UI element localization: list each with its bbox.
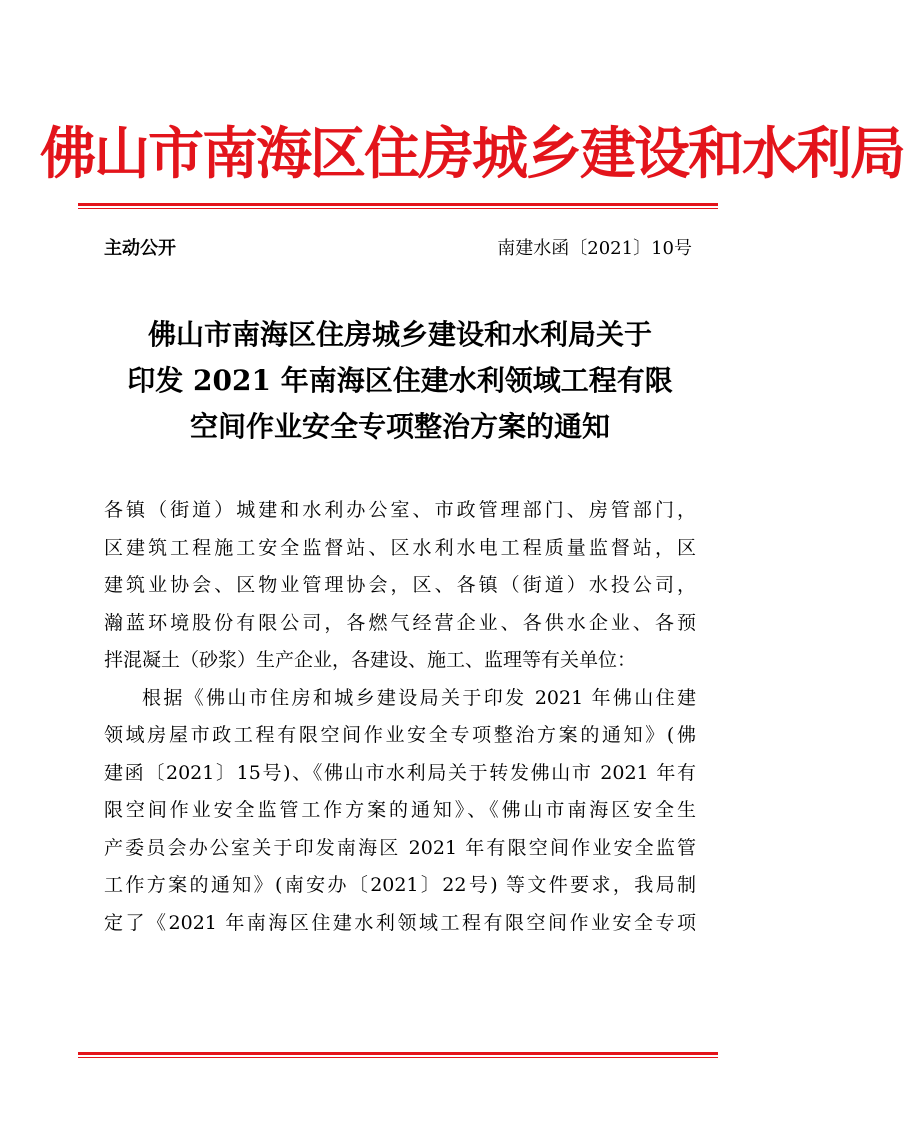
document-title bbox=[60, 312, 740, 450]
body-line: 定了《2021 年南海区住建水利领域工程有限空间作业安全专项 bbox=[104, 911, 696, 934]
title-line: 空间作业安全专项整治方案的通知 bbox=[189, 410, 610, 443]
body-line: 各镇（街道）城建和水利办公室、市政管理部门、房管部门， bbox=[104, 499, 696, 521]
document-number: 南建水函〔2021〕10号 bbox=[497, 238, 692, 259]
body-line: 领域房屋市政工程有限空间作业安全专项整治方案的通知》(佛 bbox=[104, 724, 696, 746]
title-line: 印发 2021 年南海区住建水利领域工程有限 bbox=[127, 364, 673, 397]
masthead-org-name: 佛山市南海区住房城乡建设和水利局 bbox=[40, 122, 904, 187]
footer-divider bbox=[78, 1052, 718, 1058]
title-line: 佛山市南海区住房城乡建设和水利局关于 bbox=[147, 318, 652, 351]
body-line: 限空间作业安全监管工作方案的通知》、《佛山市南海区安全生 bbox=[104, 799, 696, 821]
body-line: 建筑业协会、区物业管理协会，区、各镇（街道）水投公司， bbox=[104, 574, 696, 596]
document-body bbox=[104, 492, 696, 942]
body-line: 拌混凝土（砂浆）生产企业，各建设、施工、监理等有关单位： bbox=[104, 649, 637, 671]
body-line: 工作方案的通知》(南安办〔2021〕22号) 等文件要求，我局制 bbox=[104, 874, 696, 896]
body-line: 根据《佛山市住房和城乡建设局关于印发 2021 年佛山住建 bbox=[142, 686, 696, 709]
disclosure-label: 主动公开 bbox=[104, 238, 176, 259]
document-meta bbox=[104, 234, 692, 264]
body-line: 区建筑工程施工安全监督站、区水利水电工程质量监督站，区 bbox=[104, 536, 696, 559]
body-line: 建函〔2021〕15号)、《佛山市水利局关于转发佛山市 2021 年有 bbox=[104, 761, 696, 784]
masthead-divider bbox=[78, 203, 718, 209]
body-line: 产委员会办公室关于印发南海区 2021 年有限空间作业安全监管 bbox=[104, 836, 696, 859]
body-line: 瀚蓝环境股份有限公司，各燃气经营企业、各供水企业、各预 bbox=[104, 611, 696, 634]
